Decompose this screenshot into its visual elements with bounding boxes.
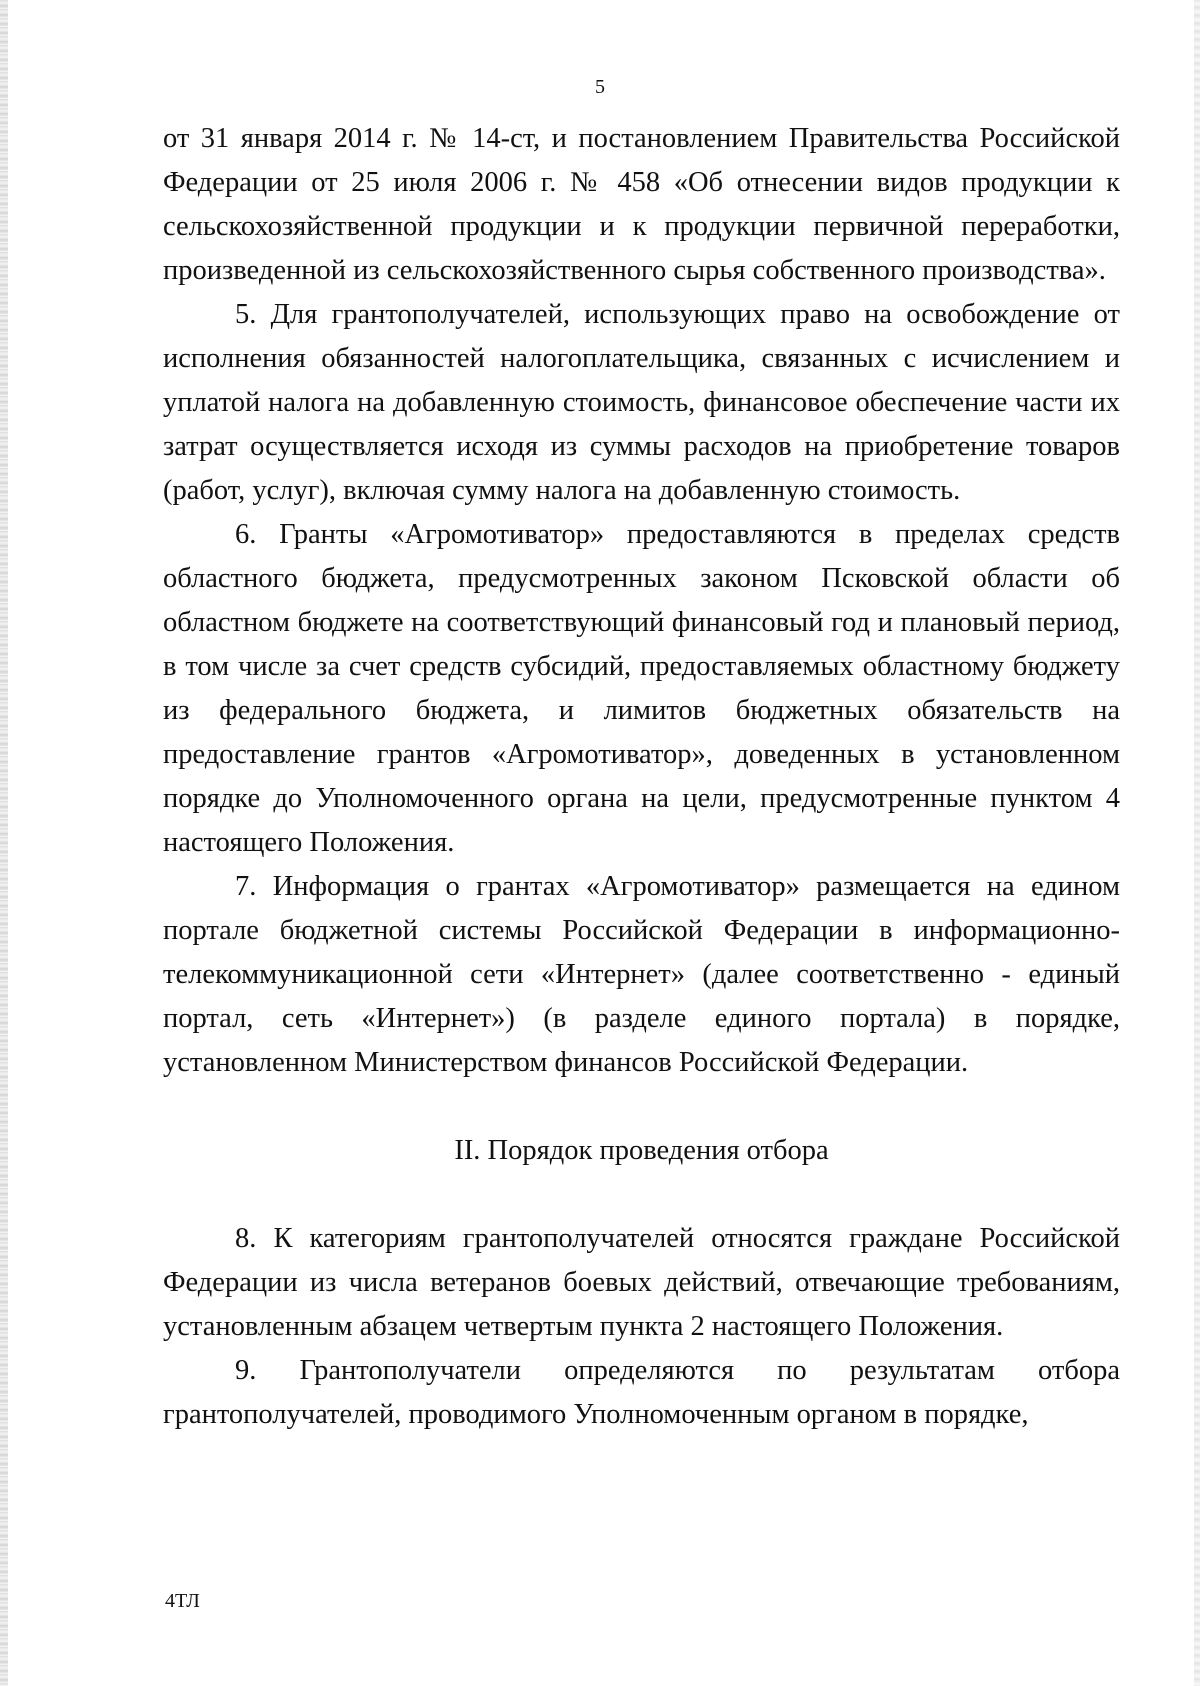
paragraph-8: 8. К категориям грантополучателей относятся граждане Российской Федерации из числа ветеранов боевых действий, отвечающие требованиям, установленным абзацем четвертым пункта 2 настоящего Положения. bbox=[163, 1223, 1120, 1342]
paragraph-6: 6. Гранты «Агромотиватор» предоставляются в пределах средств областного бюджета, предусмотренных законом Псковской области об областном бюджете на соответствующий финансовый год и плановый период, в том числе за счет средств субсидий, предоставляемых областному бюджету из федерального бюджета, и лимитов бюджетных обязательств на предоставление грантов «Агромотиватор», доведенных в установленном порядке до Уполномоченного органа на цели, предусмотренные пунктом 4 настоящего Положения. bbox=[163, 519, 1120, 858]
scan-edge-left bbox=[0, 0, 8, 1686]
page-number: 5 bbox=[595, 76, 605, 98]
paragraph-continuation: от 31 января 2014 г. № 14-ст, и постановлением Правительства Российской Федерации от 25 июля 2006 г. № 458 «Об отнесении видов продукции к сельскохозяйственной продукции и к продукции первичной переработки, произведенной из сельскохозяйственного сырья собственного производства». bbox=[163, 123, 1120, 286]
paragraph-5: 5. Для грантополучателей, использующих право на освобождение от исполнения обязанностей налогоплательщика, связанных с исчислением и уплатой налога на добавленную стоимость, финансовое обеспечение части их затрат осуществляется исходя из суммы расходов на приобретение товаров (работ, услуг), включая сумму налога на добавленную стоимость. bbox=[163, 299, 1120, 506]
paragraph-9: 9. Грантополучатели определяются по результатам отбора грантополучателей, проводимого Уполномоченным органом в порядке, bbox=[163, 1355, 1120, 1430]
paragraph-7: 7. Информация о грантах «Агромотиватор» размещается на едином портале бюджетной системы Российской Федерации в информационно-телекоммуникационной сети «Интернет» (далее соответственно - единый портал, сеть «Интернет») (в разделе единого портала) в порядке, установленном Министерством финансов Российской Федерации. bbox=[163, 871, 1120, 1078]
document-body bbox=[163, 117, 1120, 1437]
footer-document-code: 4ТЛ bbox=[165, 1590, 200, 1612]
section-heading: II. Порядок проведения отбора bbox=[454, 1135, 829, 1166]
scan-edge-right bbox=[1194, 0, 1200, 1686]
